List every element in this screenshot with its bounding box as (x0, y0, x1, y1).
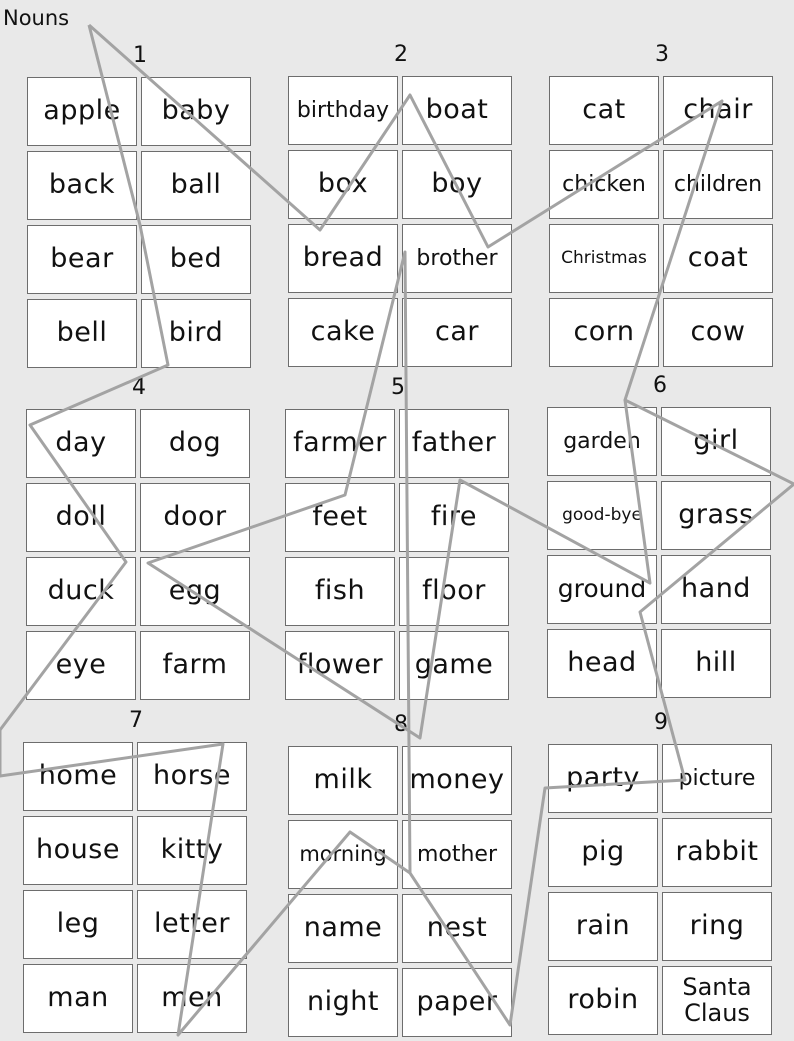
word-card: apple (27, 77, 137, 146)
word-card: morning (288, 820, 398, 889)
word-card: cow (663, 298, 773, 367)
word-card: coat (663, 224, 773, 293)
word-card: hill (661, 629, 771, 698)
word-card: Santa Claus (662, 966, 772, 1035)
word-card: eye (26, 631, 136, 700)
word-card: garden (547, 407, 657, 476)
word-card: hand (661, 555, 771, 624)
word-card: men (137, 964, 247, 1033)
word-card: bell (27, 299, 137, 368)
group-number: 1 (133, 43, 147, 68)
word-group-5 (285, 375, 511, 700)
word-card: picture (662, 744, 772, 813)
group-number: 8 (394, 712, 408, 737)
word-card: dog (140, 409, 250, 478)
word-card: bear (27, 225, 137, 294)
word-group-7 (23, 708, 249, 1033)
group-number: 3 (655, 42, 669, 67)
group-number: 9 (654, 710, 668, 735)
word-group-2 (288, 42, 514, 367)
word-card: girl (661, 407, 771, 476)
word-card: milk (288, 746, 398, 815)
word-card: home (23, 742, 133, 811)
word-card: pig (548, 818, 658, 887)
word-card: car (402, 298, 512, 367)
word-card: birthday (288, 76, 398, 145)
word-card: robin (548, 966, 658, 1035)
word-card: kitty (137, 816, 247, 885)
word-card: floor (399, 557, 509, 626)
word-card: bread (288, 224, 398, 293)
group-number: 7 (129, 708, 143, 733)
word-card: boy (402, 150, 512, 219)
word-group-9 (548, 710, 774, 1035)
word-group-4 (26, 375, 252, 700)
word-card: letter (137, 890, 247, 959)
word-card: paper (402, 968, 512, 1037)
word-card: day (26, 409, 136, 478)
group-number: 4 (132, 375, 146, 400)
word-card: fire (399, 483, 509, 552)
word-card: good-bye (547, 481, 657, 550)
word-card: cake (288, 298, 398, 367)
word-card: ball (141, 151, 251, 220)
word-card: fish (285, 557, 395, 626)
word-card: baby (141, 77, 251, 146)
word-card: doll (26, 483, 136, 552)
group-number: 6 (653, 373, 667, 398)
word-card: rabbit (662, 818, 772, 887)
page-title: Nouns (3, 6, 70, 30)
word-card: father (399, 409, 509, 478)
word-card: house (23, 816, 133, 885)
word-group-8 (288, 712, 514, 1037)
word-card: chair (663, 76, 773, 145)
word-card: head (547, 629, 657, 698)
word-card: cat (549, 76, 659, 145)
word-card: game (399, 631, 509, 700)
word-card: money (402, 746, 512, 815)
word-card: boat (402, 76, 512, 145)
word-card: back (27, 151, 137, 220)
word-card: mother (402, 820, 512, 889)
word-card: bird (141, 299, 251, 368)
word-card: children (663, 150, 773, 219)
word-card: flower (285, 631, 395, 700)
word-card: farm (140, 631, 250, 700)
word-card: ring (662, 892, 772, 961)
word-card: man (23, 964, 133, 1033)
word-card: bed (141, 225, 251, 294)
word-card: brother (402, 224, 512, 293)
group-number: 2 (394, 42, 408, 67)
word-card: ground (547, 555, 657, 624)
word-card: duck (26, 557, 136, 626)
word-group-1 (27, 43, 253, 368)
word-card: night (288, 968, 398, 1037)
word-group-3 (549, 42, 775, 367)
word-card: corn (549, 298, 659, 367)
word-card: leg (23, 890, 133, 959)
word-card: horse (137, 742, 247, 811)
word-card: party (548, 744, 658, 813)
group-number: 5 (391, 375, 405, 400)
word-card: feet (285, 483, 395, 552)
word-card: nest (402, 894, 512, 963)
word-group-6 (547, 373, 773, 698)
word-card: chicken (549, 150, 659, 219)
word-card: rain (548, 892, 658, 961)
word-card: name (288, 894, 398, 963)
word-card: egg (140, 557, 250, 626)
word-card: door (140, 483, 250, 552)
word-card: grass (661, 481, 771, 550)
word-card: box (288, 150, 398, 219)
word-card: farmer (285, 409, 395, 478)
word-card: Christmas (549, 224, 659, 293)
